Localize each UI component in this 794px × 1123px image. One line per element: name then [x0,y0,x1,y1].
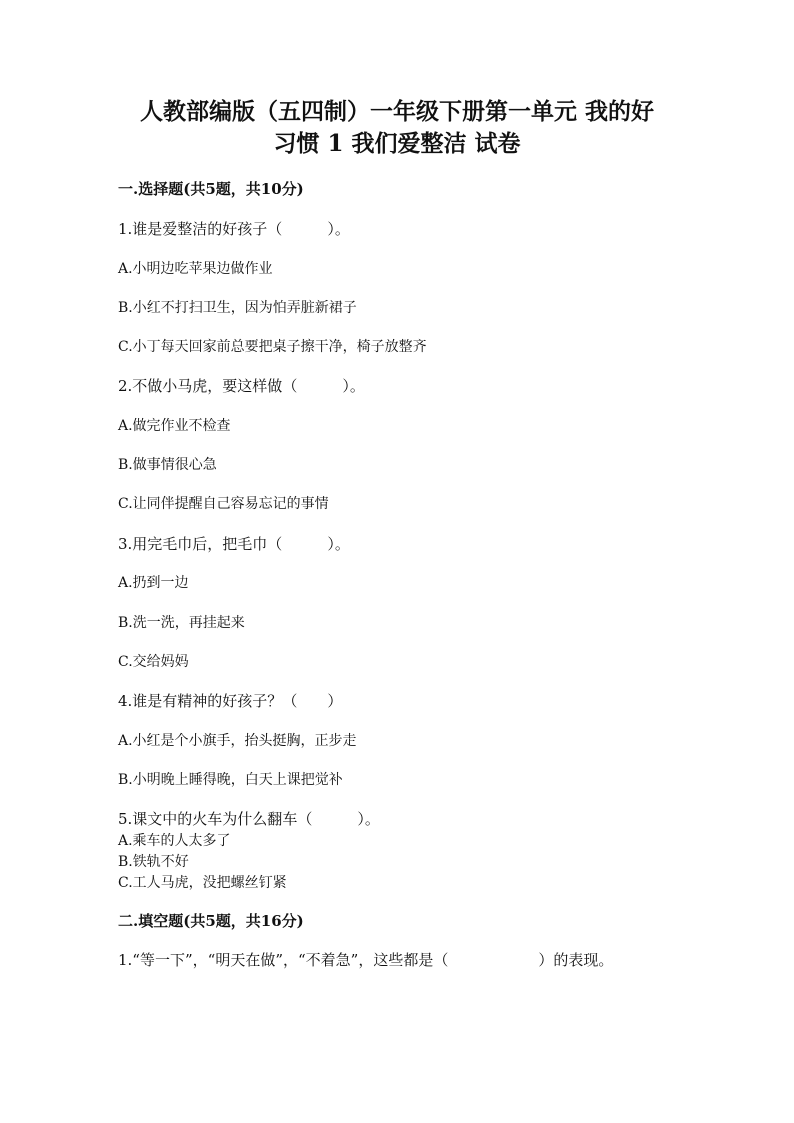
question-2-option-c: C.让同伴提醒自己容易忘记的事情 [118,496,329,512]
question-5-option-b: B.铁轨不好 [118,854,189,870]
question-4-option-b: B.小明晚上睡得晚，白天上课把觉补 [118,772,343,788]
page-title-line2: 习惯 1 我们爱整洁 试卷 [273,130,521,157]
section-heading-fill-blank: 二.填空题(共5题，共16分) [118,912,304,930]
question-5-stem: 5.课文中的火车为什么翻车（ ）。 [118,810,380,828]
question-5-option-a: A.乘车的人太多了 [118,833,231,849]
question-5-option-c: C.工人马虎，没把螺丝钉紧 [118,875,287,891]
question-3-option-c: C.交给妈妈 [118,654,189,670]
question-2-option-b: B.做事情很心急 [118,457,217,473]
question-2-stem: 2.不做小马虎，要这样做（ ）。 [118,377,365,395]
section-heading-choice: 一.选择题(共5题，共10分) [118,180,304,198]
question-3-stem: 3.用完毛巾后，把毛巾（ ）。 [118,535,350,553]
question-4-option-a: A.小红是个小旗手，抬头挺胸，正步走 [118,733,357,749]
question-3-option-a: A.扔到一边 [118,575,189,591]
question-4-stem: 4.谁是有精神的好孩子？（ ） [118,692,343,710]
fill-blank-question-1: 1.“等一下”，“明天在做”，“不着急”，这些都是（ ）的表现。 [118,951,614,969]
question-3-option-b: B.洗一洗，再挂起来 [118,615,245,631]
question-1-option-c: C.小丁每天回家前总要把桌子擦干净，椅子放整齐 [118,339,427,355]
question-1-stem: 1.谁是爱整洁的好孩子（ ）。 [118,220,350,238]
question-2-option-a: A.做完作业不检查 [118,418,231,434]
question-1-option-b: B.小红不打扫卫生，因为怕弄脏新裙子 [118,300,357,316]
question-1-option-a: A.小明边吃苹果边做作业 [118,261,273,277]
page-title-line1: 人教部编版（五四制）一年级下册第一单元 我的好 [139,98,654,125]
